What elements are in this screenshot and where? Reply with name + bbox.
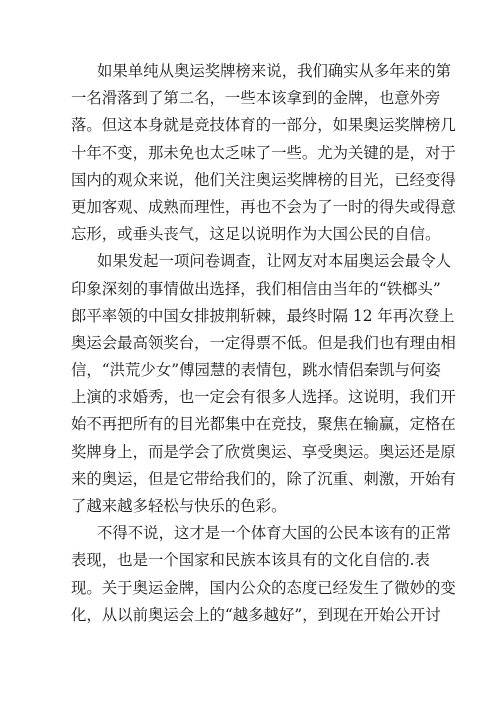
text-line: 信，“洪荒少女”傅园慧的表情包，跳水情侣秦凯与何姿 xyxy=(71,361,441,380)
text-line: 郎平率领的中国女排披荆斩棘，最终时隔 12 年再次登上 xyxy=(71,306,455,325)
text-line: 上演的求婚秀，也一定会有很多人选择。这说明，我们开 xyxy=(71,388,456,407)
text-line: 不得不说，这才是一个体育大国的公民本该有的正常 xyxy=(97,524,451,543)
text-line: 一名滑落到了第二名，一些本该拿到的金牌，也意外旁 xyxy=(71,89,441,108)
text-line: 奥运会最高领奖台，一定得票不低。但是我们也有理由相 xyxy=(71,333,456,352)
text-line: 奖牌身上，而是学会了欣赏奥运、享受奥运。奥运还是原 xyxy=(71,442,456,461)
text-line: 国内的观众来说，他们关注奥运奖牌榜的目光，已经变得 xyxy=(71,170,456,189)
text-line: 现。关于奥运金牌，国内公众的态度已经发生了微妙的变 xyxy=(71,578,456,597)
text-line: 了越来越多轻松与快乐的色彩。 xyxy=(71,497,287,515)
text-line: 更加客观、成熟而理性，再也不会为了一时的得失或得意 xyxy=(71,197,456,216)
text-line: 来的奥运，但是它带给我们的，除了沉重、刺激，开始有 xyxy=(71,469,456,488)
paragraph-1 xyxy=(71,58,456,248)
text-line: 印象深刻的事情做出选择，我们相信由当年的“铁榔头” xyxy=(71,279,441,298)
paragraph-2 xyxy=(71,248,456,520)
text-line: 表现，也是一个国家和民族本该具有的文化自信的.表 xyxy=(71,551,430,570)
text-line: 如果发起一项问卷调查，让网友对本届奥运会最令人 xyxy=(97,252,451,271)
document-body xyxy=(71,58,456,629)
paragraph-3 xyxy=(71,520,456,629)
text-line: 十年不变，那未免也太乏味了一些。尤为关键的是，对于 xyxy=(71,143,456,162)
text-line: 如果单纯从奥运奖牌榜来说，我们确实从多年来的第 xyxy=(97,62,451,80)
text-line: 落。但这本身就是竞技体育的一部分，如果奥运奖牌榜几 xyxy=(71,116,456,135)
text-line: 始不再把所有的目光都集中在竞技，聚焦在输赢，定格在 xyxy=(71,415,456,434)
text-line: 化，从以前奥运会上的“越多越好”，到现在开始公开讨 xyxy=(71,605,441,624)
text-line: 忘形，或垂头丧气，这足以说明作为大国公民的自信。 xyxy=(71,225,441,244)
